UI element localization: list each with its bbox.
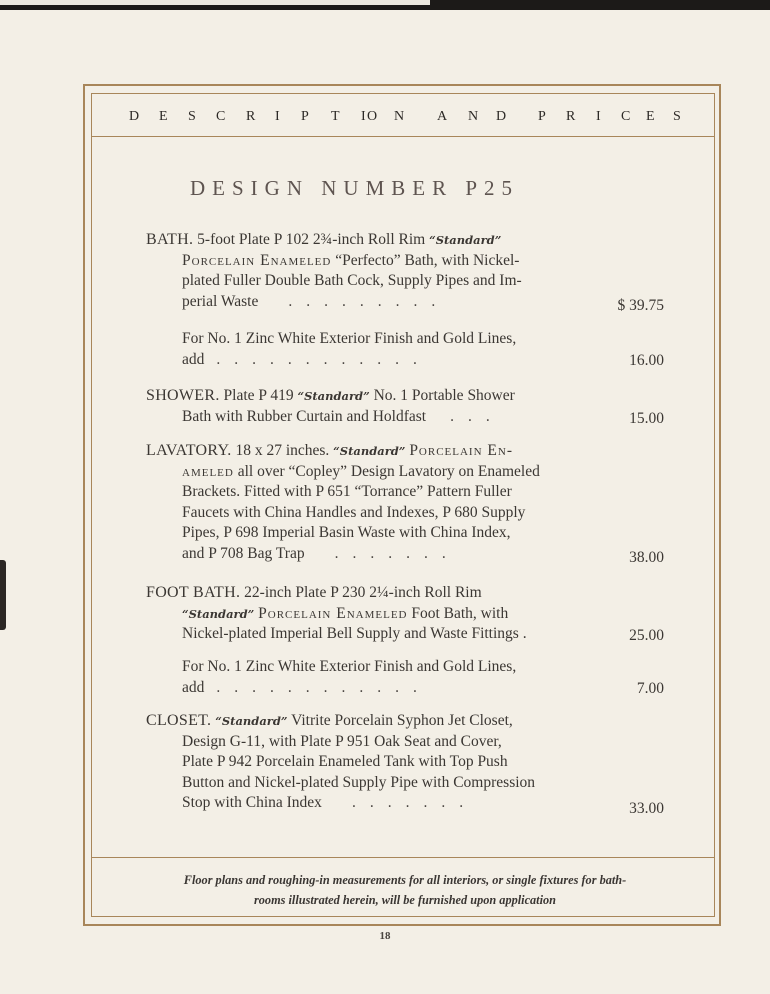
item-foot-bath (146, 583, 527, 645)
header-letter: I (361, 109, 366, 124)
header-letter: S (188, 109, 196, 124)
item-text: For No. 1 Zinc White Exterior Finish and Gold Lines, (182, 330, 517, 347)
item-text: “Perfecto” Bath, with Nickel- (335, 251, 520, 269)
item-text: Nickel-plated Imperial Bell Supply and Waste Fittings . (182, 625, 527, 643)
item-text: Button and Nickel-plated Supply Pipe with Compression (182, 773, 536, 791)
item-lavatory: LAVATORY. 18 x 27 inches. “Standard” Porcelain En- ameled all over “Copley” Design Lavatory on Enameled Brackets. Fitted with P 651 “Torrance” Pattern Fuller Faucets with China Handles and Indexes, P 680 Supply Pipes, P 698 Imperial Basin Waste with China Index, and P 708 Bag Trap ....... (146, 442, 540, 562)
item-price: $ 39.75 (617, 297, 664, 314)
footnote-line: Floor plans and roughing-in measurements for all interiors, or single fixtures for bath- (183, 873, 627, 887)
running-header (91, 103, 715, 135)
item-text: For No. 1 Zinc White Exterior Finish and Gold Lines, (182, 658, 517, 675)
header-letter: R (566, 109, 576, 124)
header-letter: P (538, 109, 546, 124)
header-rule (91, 136, 715, 137)
item-text: Plate P 942 Porcelain Enameled Tank with Top Push (182, 753, 508, 771)
item-text: 5-foot Plate P 102 2¾-inch Roll Rim (197, 231, 426, 248)
item-price: 7.00 (636, 680, 664, 697)
standard-brand-mark: “Standard” (429, 233, 502, 247)
item-text: ameled (182, 462, 234, 480)
standard-brand-mark: “Standard” (333, 444, 406, 458)
item-price: 16.00 (629, 352, 664, 369)
item-text: Brackets. Fitted with P 651 “Torrance” Pattern Fuller (182, 483, 512, 501)
item-price: 25.00 (629, 627, 664, 644)
item-text: Porcelain Enameled (182, 251, 332, 269)
item-text: Foot Bath, with (411, 604, 509, 622)
item-text: Bath with Rubber Curtain and Holdfast (182, 407, 427, 425)
header-letter: D (496, 109, 507, 124)
header-letter: A (437, 109, 448, 124)
item-text: Plate P 419 (223, 387, 294, 404)
item-text: plated Fuller Double Bath Cock, Supply Pipes and Im- (182, 272, 522, 290)
item-text: Pipes, P 698 Imperial Basin Waste with China Index, (182, 524, 511, 542)
standard-brand-mark: “Standard” (297, 389, 370, 403)
item-heading: SHOWER. (146, 387, 220, 404)
item-closet: CLOSET. “Standard” Vitrite Porcelain Syphon Jet Closet, Design G-11, with Plate P 951 Oak Seat and Cover, Plate P 942 Porcelain Enameled Tank with Top Push Button and Nickel-plated Supply Pipe with Compression Stop with China Index ....... (146, 712, 536, 812)
item-text: and P 708 Bag Trap (182, 544, 305, 562)
footnote-line: rooms illustrated herein, will be furnished upon application (253, 893, 556, 907)
header-letter: O (367, 109, 378, 124)
item-text: 22-inch Plate P 230 2¼-inch Roll Rim (244, 584, 482, 601)
header-letter: D (129, 109, 140, 124)
item-heading: BATH. (146, 231, 194, 248)
item-text: Faucets with China Handles and Indexes, P 680 Supply (182, 503, 526, 521)
standard-brand-mark: “Standard” (215, 714, 288, 728)
scan-binding-shadow (0, 560, 6, 630)
header-letter: N (394, 109, 405, 124)
header-letter: E (159, 109, 168, 124)
item-heading: LAVATORY. (146, 442, 232, 459)
item-text: add (182, 678, 205, 696)
header-letter: I (596, 109, 601, 124)
header-letter: S (673, 109, 681, 124)
item-shower: SHOWER. Plate P 419 “Standard” No. 1 Portable Shower Bath with Rubber Curtain and Holdfast ... (146, 387, 515, 425)
item-price: 33.00 (629, 800, 664, 817)
item-foot-bath-option: For No. 1 Zinc White Exterior Finish and Gold Lines, add ............ (146, 657, 516, 698)
item-text: Vitrite Porcelain Syphon Jet Closet, (291, 712, 513, 729)
header-letter: N (468, 109, 479, 124)
item-price: 15.00 (629, 410, 664, 427)
item-text: Design G-11, with Plate P 951 Oak Seat and Cover, (182, 732, 502, 750)
item-heading: CLOSET. (146, 712, 212, 729)
header-letter: E (646, 109, 655, 124)
item-text: all over “Copley” Design Lavatory on Enameled (237, 462, 540, 480)
standard-brand-mark: “Standard” (182, 606, 255, 621)
item-text: No. 1 Portable Shower (373, 387, 515, 404)
item-price: 38.00 (629, 549, 664, 566)
item-text: Porcelain En- (409, 442, 513, 459)
item-text: perial Waste (182, 292, 259, 310)
header-letter: P (301, 109, 309, 124)
item-text: add (182, 350, 205, 368)
item-text: Porcelain Enameled (258, 604, 408, 622)
item-bath: BATH. 5-foot Plate P 102 2¾-inch Roll Rim “Standard” Porcelain Enameled “Perfecto” Bath, with Nickel- plated Fuller Double Bath Cock, Supply Pipes and Im- perial Waste ......... (146, 231, 522, 310)
header-letter: I (275, 109, 280, 124)
header-letter: R (246, 109, 256, 124)
page-title: DESIGN NUMBER P25 (190, 176, 520, 200)
header-letter: C (621, 109, 631, 124)
header-letter: T (331, 109, 340, 124)
page-number: 18 (379, 930, 391, 942)
item-heading: FOOT BATH. (146, 584, 241, 601)
header-letter: C (216, 109, 226, 124)
item-text: 18 x 27 inches. (235, 442, 330, 459)
scan-top-edge-light (0, 0, 430, 5)
item-bath-option: For No. 1 Zinc White Exterior Finish and Gold Lines, add ............ (146, 329, 516, 370)
footnote (95, 870, 715, 910)
item-text: Stop with China Index (182, 794, 322, 812)
footer-rule (91, 857, 715, 858)
